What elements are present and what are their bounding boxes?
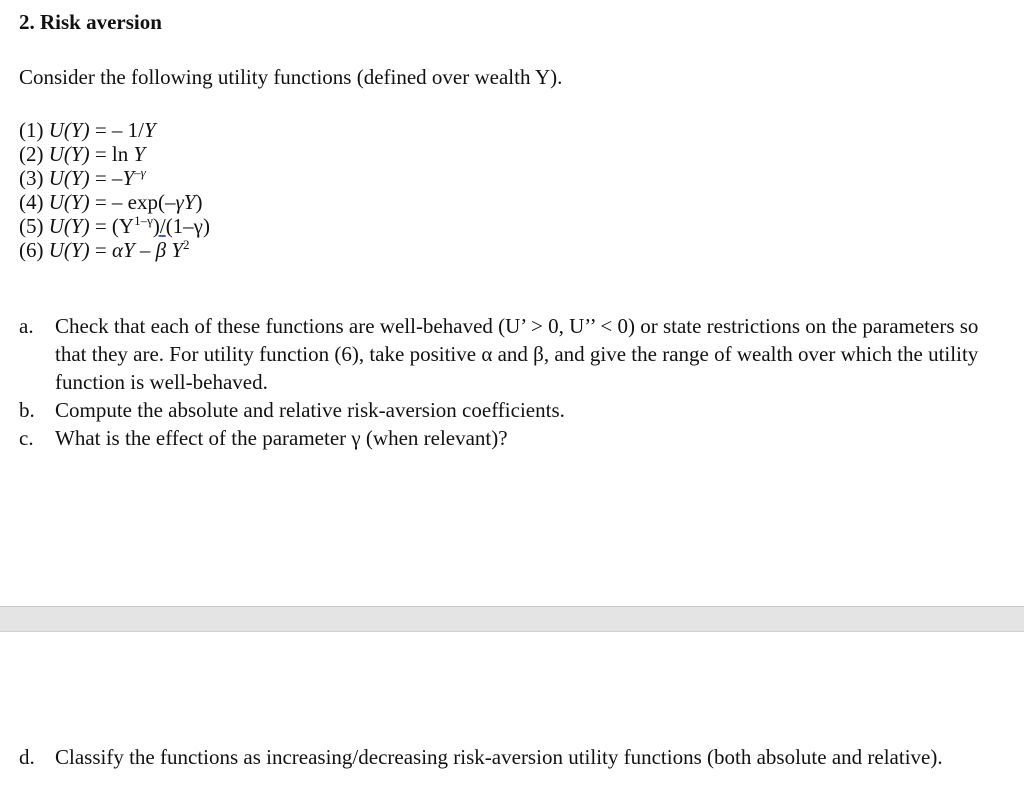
function-number: (1) bbox=[19, 118, 49, 142]
function-rhs: = bbox=[89, 238, 112, 262]
intro-paragraph: Consider the following utility functions (defined over wealth Y). bbox=[19, 65, 563, 89]
function-lhs: U(Y) bbox=[48, 214, 90, 238]
question-a bbox=[19, 312, 1009, 396]
function-variable: Y bbox=[122, 166, 135, 190]
function-rhs: = – 1/ bbox=[89, 118, 145, 142]
utility-function-5 bbox=[19, 214, 210, 238]
question-text: Classify the functions as increasing/decreasing risk-aversion utility functions (both absolute and relative). bbox=[55, 745, 943, 769]
function-tail: (1–γ) bbox=[165, 214, 210, 238]
section-heading: 2. Risk aversion bbox=[19, 10, 162, 34]
function-variable: αY – β Y bbox=[111, 238, 184, 262]
question-letter: c. bbox=[19, 426, 34, 450]
function-rhs: = – bbox=[89, 166, 123, 190]
function-lhs: U(Y) bbox=[48, 190, 90, 214]
utility-function-6 bbox=[19, 238, 210, 262]
utility-function-4 bbox=[19, 190, 210, 214]
page-break-separator bbox=[0, 606, 1024, 632]
question-letter: a. bbox=[19, 314, 34, 338]
function-number: (4) bbox=[19, 190, 49, 214]
function-rhs: = ln bbox=[89, 142, 134, 166]
question-letter: d. bbox=[19, 745, 35, 769]
function-rhs: = – exp(– bbox=[89, 190, 176, 214]
question-list bbox=[19, 312, 1009, 452]
function-exponent: –γ bbox=[134, 165, 146, 180]
utility-function-2 bbox=[19, 142, 210, 166]
utility-function-1 bbox=[19, 118, 210, 142]
function-variable: Y bbox=[144, 118, 156, 142]
function-lhs: U(Y) bbox=[48, 166, 90, 190]
function-tail: ) bbox=[195, 190, 203, 214]
function-number: (3) bbox=[19, 166, 49, 190]
function-lhs: U(Y) bbox=[48, 118, 90, 142]
question-text: Compute the absolute and relative risk-aversion coefficients. bbox=[55, 398, 565, 422]
function-variable: Y bbox=[133, 142, 146, 166]
function-lhs: U(Y) bbox=[48, 142, 90, 166]
question-c bbox=[19, 424, 1009, 452]
utility-function-list bbox=[19, 118, 210, 262]
question-text: Check that each of these functions are well-behaved (U’ > 0, U’’ < 0) or state restrictions on the parameters so that they are. For utility function (6), take positive α and β, and give the range of wealth over which the utility function is well-behaved. bbox=[55, 314, 979, 394]
question-d-item bbox=[19, 743, 1009, 771]
utility-function-3 bbox=[19, 166, 210, 190]
function-exponent: 1–γ bbox=[134, 213, 153, 228]
question-letter: b. bbox=[19, 398, 35, 422]
question-b bbox=[19, 396, 1009, 424]
function-number: (6) bbox=[19, 238, 49, 262]
function-number: (5) bbox=[19, 214, 49, 238]
question-text: What is the effect of the parameter γ (when relevant)? bbox=[55, 426, 508, 450]
function-exponent: 2 bbox=[183, 237, 190, 252]
question-d bbox=[19, 743, 1009, 771]
function-rhs: = (Y bbox=[89, 214, 135, 238]
function-lhs: U(Y) bbox=[48, 238, 90, 262]
function-number: (2) bbox=[19, 142, 49, 166]
function-variable: γY bbox=[175, 190, 196, 214]
function-underlined-part: )/ bbox=[152, 214, 166, 238]
